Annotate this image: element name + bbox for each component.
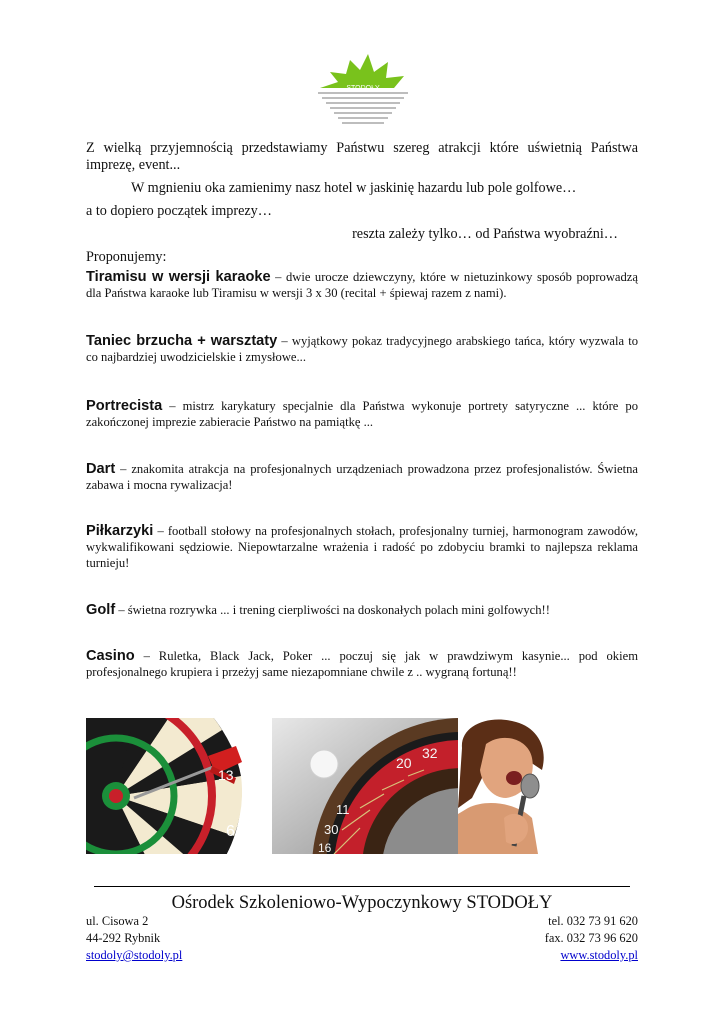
- intro-paragraph: Z wielką przyjemnością przedstawiamy Państwu szereg atrakcji które uświetnią Państwa imprezę, event...: [86, 140, 638, 173]
- attraction-desc: – Ruletka, Black Jack, Poker ... poczuj się jak w prawdziwym kasynie... pod okiem profesjonalnego krupiera i przeżyj same niezapomniane chwile z .. wygraną fortuną!!: [86, 649, 638, 679]
- stodoly-logo: [316, 52, 410, 128]
- logo-wordmark: STODOŁY: [346, 85, 380, 92]
- attraction-belly-dance: [86, 333, 638, 365]
- dartboard-number: 13: [218, 767, 234, 783]
- roulette-number: 32: [422, 745, 438, 761]
- roulette-ball: [310, 750, 338, 778]
- footer-tel: tel. 032 73 91 620: [548, 914, 638, 928]
- attraction-desc: – znakomita atrakcja na profesjonalnych urządzeniach prowadzona przez profesjonalistów. Świetna zabawa i mocna rywalizacja!: [86, 462, 638, 492]
- roulette-number: 16: [318, 841, 332, 854]
- attraction-desc: – wyjątkowy pokaz tradycyjnego arabskiego tańca, który wyzwala to co najbardziej uwodzicielskie i zmysłowe...: [86, 334, 638, 364]
- attraction-desc: – świetna rozrywka ... i trening cierpliwości na doskonałych polach mini golfowych!!: [115, 603, 550, 617]
- website-link[interactable]: www.stodoly.pl: [560, 948, 638, 962]
- attraction-karaoke: [86, 269, 638, 301]
- roulette-number: 11: [336, 802, 350, 817]
- singer-mouth: [506, 771, 522, 785]
- footer-fax: fax. 032 73 96 620: [544, 931, 638, 945]
- footer-rule: [94, 886, 630, 887]
- attraction-name: Golf: [86, 602, 116, 618]
- singer-photo: [458, 718, 566, 854]
- footer-left: [86, 913, 182, 964]
- footer-city: 44-292 Rybnik: [86, 931, 161, 945]
- attraction-golf: [86, 602, 638, 618]
- proposal-heading: Proponujemy:: [86, 249, 167, 265]
- attraction-name: Casino: [86, 648, 135, 664]
- attraction-casino: [86, 648, 638, 680]
- roulette-photo: [272, 718, 458, 854]
- intro-casino-line: W mgnieniu oka zamienimy nasz hotel w jaskinię hazardu lub pole golfowe…: [131, 180, 577, 196]
- attraction-name: Piłkarzyki: [86, 523, 154, 539]
- footer-right: [545, 913, 638, 964]
- intro-beginning-line: a to dopiero początek imprezy…: [86, 203, 272, 219]
- footer-street: ul. Cisowa 2: [86, 914, 149, 928]
- email-link[interactable]: stodoly@stodoly.pl: [86, 948, 183, 962]
- attraction-name: Dart: [86, 461, 116, 477]
- roulette-number: 20: [396, 755, 412, 771]
- attraction-dart: [86, 461, 638, 493]
- logo-stripes: [318, 92, 408, 124]
- attraction-portrait: [86, 398, 638, 430]
- attraction-desc: – football stołowy na profesjonalnych stołach, profesjonalny turniej, harmonogram zawodów, wykwalifikowani sędziowie. Niepowtarzalne wrażenia i radość po zdobyciu bramki to najlepsza reklama turnieju!: [86, 524, 638, 570]
- dartboard-number: 6: [226, 823, 235, 840]
- photo-strip: [86, 718, 566, 854]
- attraction-name: Portrecista: [86, 398, 163, 414]
- attraction-name: Taniec brzucha + warsztaty: [86, 333, 278, 349]
- attraction-desc: – mistrz karykatury specjalnie dla Państwa wykonuje portrety satyryczne ... które po zakończonej imprezie zabieracie Państwo na pamiątkę ...: [86, 399, 638, 429]
- main-content: [86, 140, 638, 680]
- company-name: Ośrodek Szkoleniowo-Wypoczynkowy STODOŁY: [171, 893, 553, 913]
- intro-imagination-line: reszta zależy tylko… od Państwa wyobraźni…: [352, 226, 618, 242]
- attraction-table-football: [86, 523, 638, 571]
- leaf-shape: [320, 54, 404, 88]
- roulette-number: 30: [324, 822, 339, 837]
- dartboard-photo: [86, 718, 242, 854]
- attraction-name: Tiramisu w wersji karaoke: [86, 269, 271, 285]
- attraction-desc: – dwie urocze dziewczyny, które w nietuzinkowy sposób poprowadzą dla Państwa karaoke lub Tiramisu w wersji 3 x 30 (recital + śpiewaj razem z nami).: [86, 270, 638, 300]
